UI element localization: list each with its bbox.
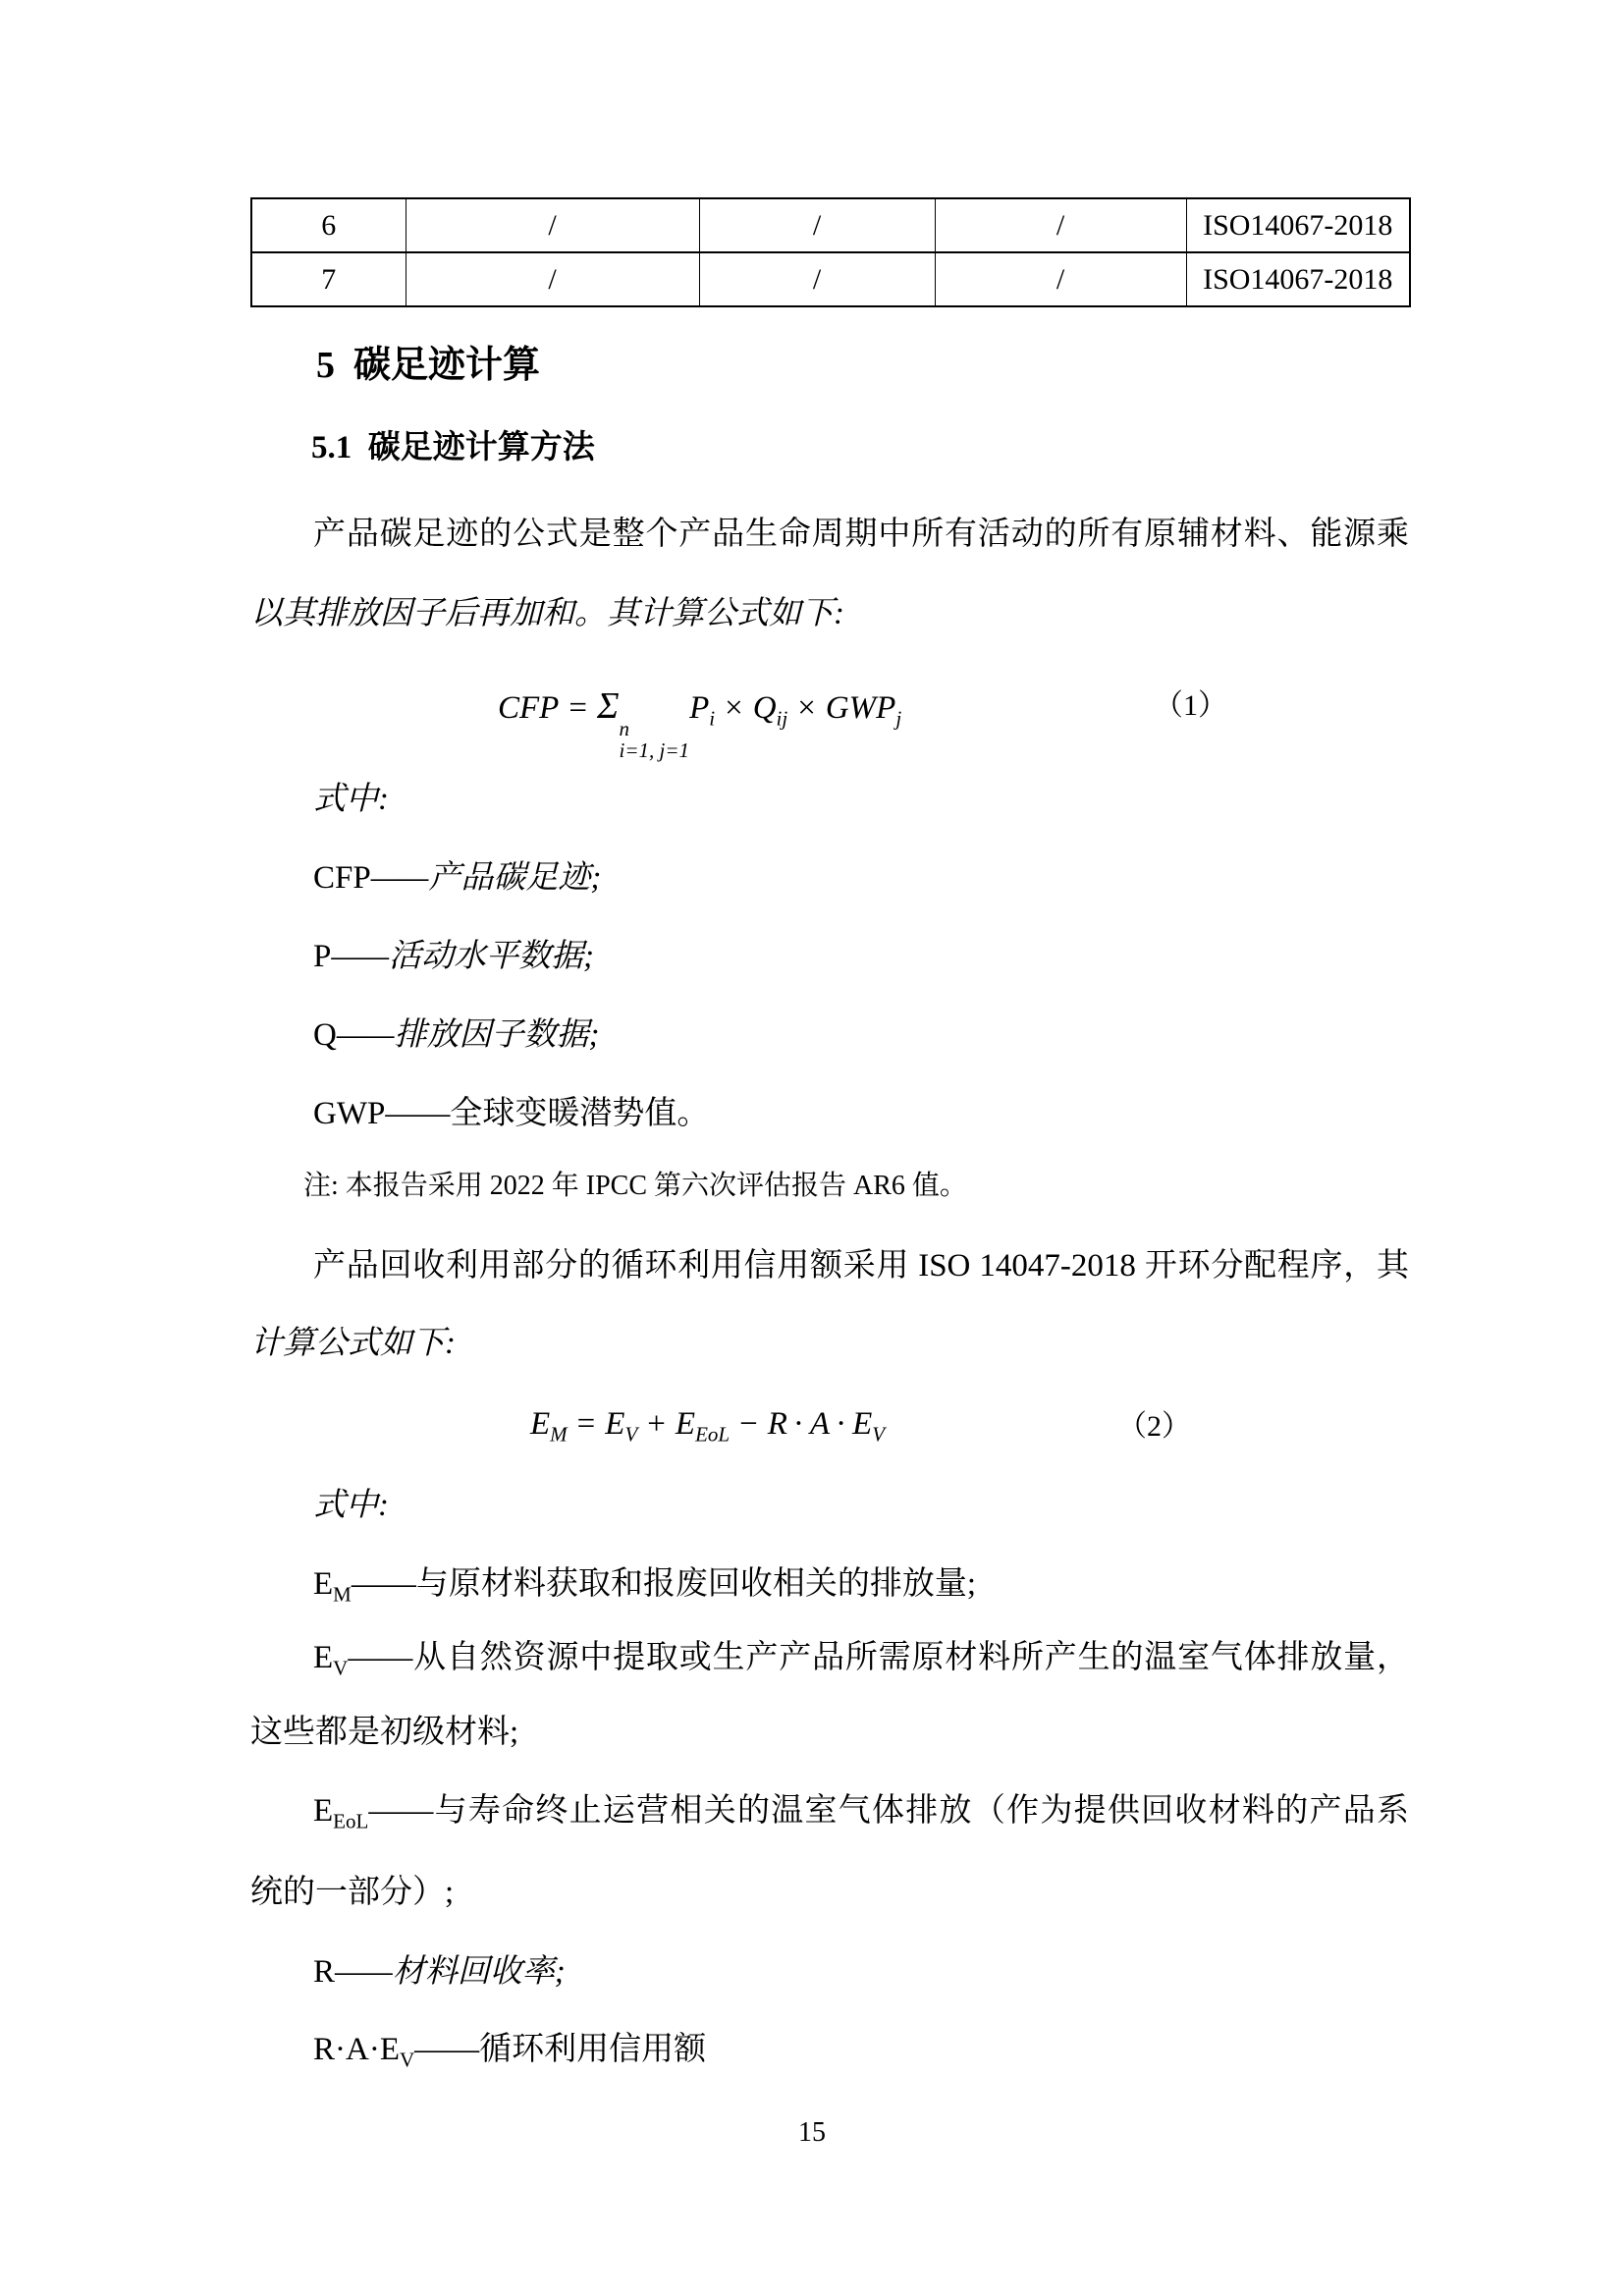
definition-symbol: Q	[313, 1017, 337, 1053]
formula-term: A	[809, 1406, 831, 1442]
dot-operator: ·	[836, 1406, 847, 1442]
symbol-base: E	[313, 1566, 334, 1602]
formula-subscript: V	[872, 1422, 886, 1447]
formula-subscript: ij	[776, 706, 788, 731]
table-cell-standard: ISO14067-2018	[1186, 252, 1410, 306]
symbol-base: E	[313, 1640, 334, 1675]
page-number: 15	[798, 2117, 826, 2148]
table-cell-standard: ISO14067-2018	[1186, 198, 1410, 252]
formula-term: E	[852, 1406, 873, 1442]
definition-symbol: GWP	[313, 1096, 386, 1131]
body-line: 统的一部分）;	[250, 1875, 455, 1910]
symbol-subscript: V	[399, 2048, 415, 2072]
body-line: 产品回收利用部分的循环利用信用额采用 ISO 14047-2018 开环分配程序，其	[313, 1248, 1409, 1284]
table-cell-no: 6	[251, 198, 406, 252]
formula-term: E	[675, 1406, 696, 1442]
formula-subscript: i	[709, 706, 716, 731]
formula-subscript: EoL	[695, 1422, 731, 1447]
definition-line-q	[313, 1015, 600, 1056]
body-line: 产品碳足迹的公式是整个产品生命周期中所有活动的所有原辅材料、能源乘	[313, 517, 1409, 552]
symbol-subscript: M	[333, 1582, 352, 1607]
definition-symbol: P	[313, 939, 332, 974]
definition-text: ——从自然资源中提取或生产产品所需原材料所产生的温室气体排放量，	[348, 1640, 1409, 1675]
table-cell: /	[935, 198, 1186, 252]
note-line: 注: 本报告采用 2022 年 IPCC 第六次评估报告 AR6 值。	[303, 1171, 967, 1201]
formula-subscript: M	[550, 1422, 568, 1447]
symbol-subscript: V	[333, 1656, 349, 1680]
definition-text: ——活动水平数据;	[331, 939, 595, 974]
formula-subscript: V	[624, 1422, 638, 1447]
definition-line-raev	[313, 2030, 706, 2070]
table-cell: /	[935, 252, 1186, 306]
definition-text: ——与寿命终止运营相关的温室气体排放（作为提供回收材料的产品系	[368, 1793, 1409, 1829]
formula-term: R	[767, 1406, 787, 1442]
table-cell: /	[699, 252, 935, 306]
plus-sign: +	[647, 1406, 666, 1442]
symbol-subscript: EoL	[333, 1809, 369, 1833]
definition-text: ——与原材料获取和报废回收相关的排放量;	[351, 1566, 977, 1602]
body-line: 这些都是初级材料;	[250, 1715, 519, 1750]
sigma-upper-limit: n	[619, 717, 630, 740]
sigma-lower-limit: i=1, j=1	[619, 738, 690, 763]
sigma-symbol: Σ	[596, 685, 620, 727]
definition-line-em	[313, 1564, 976, 1605]
formula-2-number: （2）	[1117, 1410, 1191, 1443]
definition-symbol	[313, 1640, 349, 1680]
standards-table	[250, 197, 1411, 307]
definition-symbol	[313, 2032, 415, 2072]
table-cell: /	[406, 252, 699, 306]
definition-line-gwp	[313, 1094, 709, 1134]
formula-term: GWP	[825, 690, 896, 726]
multiply-sign: ×	[797, 690, 816, 726]
definition-text: ——循环利用信用额	[414, 2032, 707, 2067]
definition-line-r	[313, 1952, 566, 1993]
body-line: 式中:	[313, 782, 389, 817]
body-line: 计算公式如下:	[250, 1326, 456, 1361]
sigma-limits	[620, 718, 690, 761]
definition-line-ev	[250, 1638, 1409, 1678]
table-cell: /	[406, 198, 699, 252]
definition-symbol	[313, 1566, 352, 1607]
table-cell: /	[699, 198, 935, 252]
definition-symbol: R	[313, 1954, 336, 1990]
multiply-sign: ×	[725, 690, 743, 726]
body-line: 式中:	[313, 1488, 389, 1523]
formula-term: E	[605, 1406, 625, 1442]
formula-1-number: （1）	[1154, 689, 1227, 722]
definition-line-p	[313, 937, 594, 977]
formula-1	[498, 684, 901, 761]
definition-symbol	[313, 1793, 369, 1833]
table-row	[251, 198, 1410, 252]
dot-operator: ·	[792, 1406, 804, 1442]
definition-text: ——产品碳足迹;	[370, 860, 602, 896]
equals-sign: =	[568, 690, 587, 726]
subsection-heading: 5.1 碳足迹计算方法	[311, 430, 595, 465]
body-line: 以其排放因子后再加和。其计算公式如下:	[250, 596, 844, 631]
symbol-base: E	[313, 1793, 334, 1829]
formula-subscript: j	[895, 706, 902, 731]
formula-term: Q	[752, 690, 777, 726]
formula-term: CFP	[498, 690, 560, 726]
table-cell-no: 7	[251, 252, 406, 306]
symbol-base: R·A·E	[313, 2032, 400, 2067]
section-heading: 5 碳足迹计算	[316, 345, 541, 386]
formula-term: E	[530, 1406, 551, 1442]
formula-term: P	[689, 690, 710, 726]
definition-symbol: CFP	[313, 860, 371, 896]
definition-text: ——全球变暖潜势值。	[385, 1096, 710, 1131]
table-row	[251, 252, 1410, 306]
equals-sign: =	[576, 1406, 596, 1442]
minus-sign: −	[739, 1406, 758, 1442]
definition-line-eeol	[250, 1791, 1409, 1831]
definition-text: ——排放因子数据;	[336, 1017, 600, 1053]
definition-text: ——材料回收率;	[335, 1954, 566, 1990]
formula-2	[530, 1405, 885, 1445]
definition-line-cfp	[313, 858, 601, 899]
